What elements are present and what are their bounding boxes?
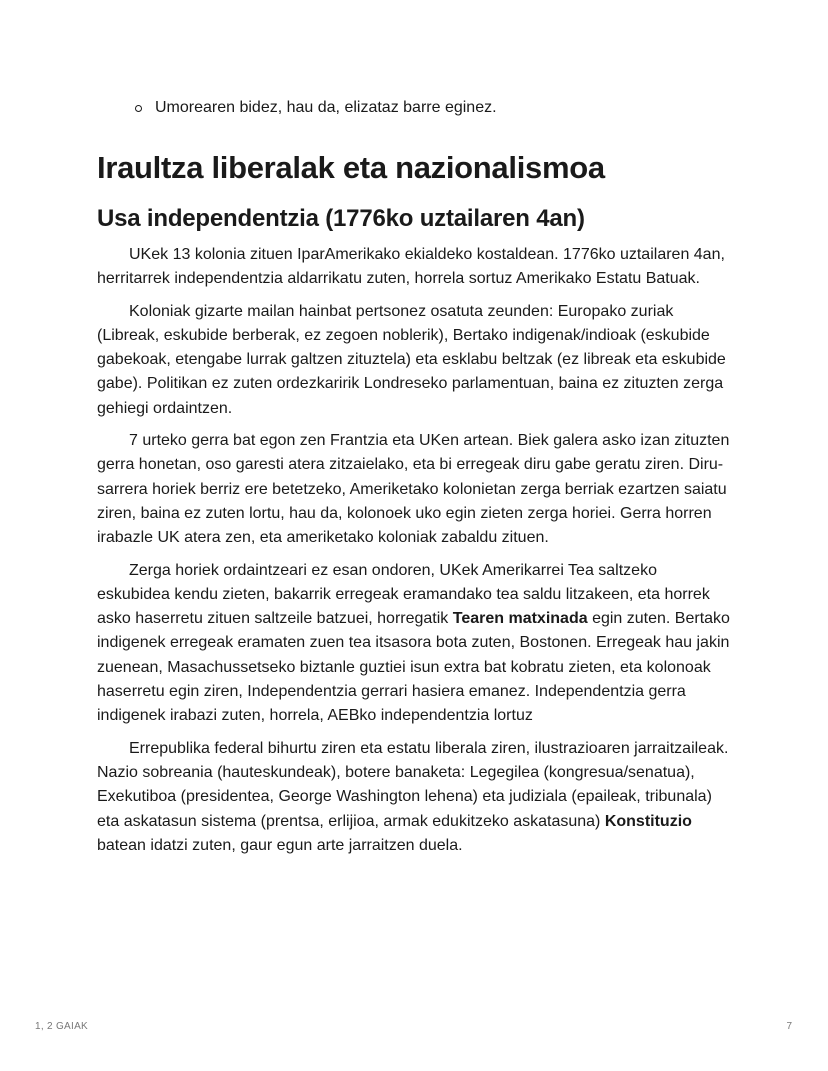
bullet-list [97,96,733,120]
paragraph-1: UKek 13 kolonia zituen IparAmerikako ekialdeko kostaldean. 1776ko uztailaren 4an, herritarrek independentzia aldarrikatu zuten, horrela sortuz Amerikako Estatu Batuak. [97,246,725,288]
hollow-bullet-icon [135,105,142,112]
paragraph-2: Koloniak gizarte mailan hainbat pertsonez osatuta zeunden: Europako zuriak (Libreak, eskubide berberak, ez zegoen noblerik), Bertako indigenak/indioak (eskubide gabekoak, etengabe lurrak galtzen zituztela) eta esklabu beltzak (ez libreak eta eskubide gabe). Politikan ez zuten ordezkaririk Londreseko parlamentuan, baina ez zituzten zerga gehiegi ordaintzen. [97,302,726,417]
footer-page-number: 7 [786,1021,792,1032]
paragraph-4-text-a: Zerga horiek ordaintzeari ez esan ondoren, UKek Amerikarrei Tea saltzeko eskubidea kendu zieten, bakarrik erregeak eramandako tea saldu litzakeen, eta horrek asko haserretu zituen saltzeile batzuei, horregatik [97,561,710,628]
list-item-text: Umorearen bidez, hau da, elizataz barre eginez. [155,99,497,116]
paragraph-3: 7 urteko gerra bat egon zen Frantzia eta UKen artean. Biek galera asko izan zituzten gerra honetan, oso garesti atera zitzaielako, eta bi erregeak diru gabe geratu ziren. Diru-sarrera horiek berriz ere betetzeko, Ameriketako kolonietan zerga berriak ezartzen saiatu ziren, baina ez zuten lortu, hau da, kolonoek uko egin zieten zerga horiei. Gerra horren irabazle UK atera zen, eta ameriketako koloniak zabaldu zituen. [97,432,730,547]
paragraph-5-text-b: batean idatzi zuten, gaur egun arte jarraitzen duela. [97,836,463,854]
paragraph-5-bold-term: Konstituzio [604,812,692,830]
paragraph-4-text-b: egin zuten. Bertako indigenek erregeak eramaten zuen tea itsasora bota zuten, Bostonen. Erregeak hau jakin zuenean, Masachussetseko biztanle guztiei isun extra bat kobratu zieten, eta kolonoak haserretu egin ziren, Independentzia gerrari hasiera emanez. Independentzia gerra indigenek irabazi zuten, horrela, AEBko independentzia lortuz [97,610,730,725]
paragraph-5-text-a: Errepublika federal bihurtu ziren eta estatu liberala ziren, ilustrazioaren jarraitzaileak. Nazio sobreania (hauteskundeak), botere banaketa: Legegilea (kongresua/senatua), Exekutiboa (presidentea, George Washington lehena) eta judiziala (epaileak, tribunala) eta askatasun sistema (prentsa, erlijioa, armak edukitzeko askatasuna) [97,739,729,830]
footer-section-label: 1, 2 GAIAK [35,1021,89,1032]
paragraph-5 [97,737,733,858]
subsection-heading: Usa independentzia (1776ko uztailaren 4an) [97,205,585,232]
section-heading: Iraultza liberalak eta nazionalismoa [97,150,605,185]
page-content [97,96,733,858]
paragraph-4-bold-term: Tearen matxinada [452,610,588,628]
list-item [133,96,733,120]
paragraph-4 [97,559,733,729]
